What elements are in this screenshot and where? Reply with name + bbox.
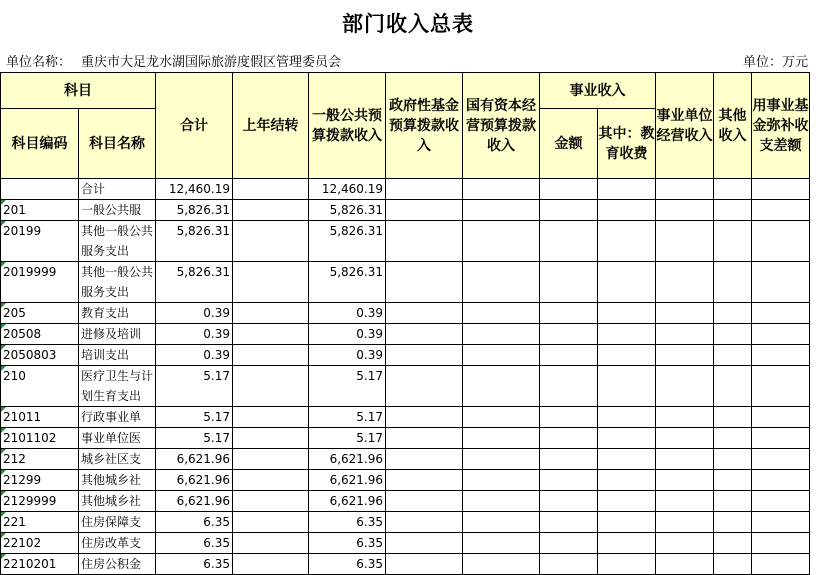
row-name: 城乡社区支 (79, 449, 156, 470)
row-name: 一般公共服 (79, 200, 156, 221)
row-general-budget: 5,826.31 (309, 262, 386, 303)
header-subject: 科目 (1, 73, 156, 109)
row-carryover (233, 200, 309, 221)
row-state-capital (463, 470, 540, 491)
row-carryover (233, 262, 309, 303)
table-row (1, 366, 810, 407)
row-carryover (233, 491, 309, 512)
row-edu-fee (598, 221, 656, 262)
row-state-capital (463, 303, 540, 324)
row-career-fund-makeup (752, 428, 810, 449)
row-amount (540, 449, 598, 470)
row-code: 205 (1, 303, 79, 324)
row-code: 221 (1, 512, 79, 533)
row-state-capital (463, 428, 540, 449)
row-career-unit-ops (656, 179, 714, 200)
row-general-budget: 12,460.19 (309, 179, 386, 200)
row-general-budget: 6.35 (309, 533, 386, 554)
row-total: 5,826.31 (156, 221, 233, 262)
row-name: 其他一般公共服务支出 (79, 221, 156, 262)
header-general-budget: 一般公共预算拨款收入 (309, 73, 386, 179)
table-row (1, 407, 810, 428)
row-state-capital (463, 449, 540, 470)
row-gov-fund (386, 470, 463, 491)
row-carryover (233, 512, 309, 533)
row-total: 6,621.96 (156, 470, 233, 491)
row-total: 12,460.19 (156, 179, 233, 200)
row-code: 2050803 (1, 345, 79, 366)
row-carryover (233, 470, 309, 491)
row-total: 0.39 (156, 303, 233, 324)
row-edu-fee (598, 345, 656, 366)
row-career-unit-ops (656, 366, 714, 407)
row-edu-fee (598, 324, 656, 345)
table-row (1, 554, 810, 575)
row-amount (540, 262, 598, 303)
row-edu-fee (598, 470, 656, 491)
row-general-budget: 5.17 (309, 428, 386, 449)
row-career-fund-makeup (752, 470, 810, 491)
header-career-income: 事业收入 (540, 73, 656, 109)
row-other-income (714, 428, 752, 449)
row-career-unit-ops (656, 324, 714, 345)
row-name: 其他一般公共服务支出 (79, 262, 156, 303)
header-code: 科目编码 (1, 109, 79, 179)
row-amount (540, 512, 598, 533)
row-gov-fund (386, 512, 463, 533)
row-name: 事业单位医 (79, 428, 156, 449)
row-edu-fee (598, 366, 656, 407)
row-other-income (714, 324, 752, 345)
row-amount (540, 428, 598, 449)
header-state-capital: 国有资本经营预算拨款收入 (463, 73, 540, 179)
row-state-capital (463, 554, 540, 575)
row-edu-fee (598, 533, 656, 554)
row-total: 6.35 (156, 554, 233, 575)
row-career-unit-ops (656, 200, 714, 221)
row-name: 其他城乡社 (79, 470, 156, 491)
row-gov-fund (386, 200, 463, 221)
row-total: 5,826.31 (156, 200, 233, 221)
row-career-unit-ops (656, 262, 714, 303)
header-career-unit-ops: 事业单位经营收入 (656, 73, 714, 179)
header-other-income: 其他收入 (714, 73, 752, 179)
table-row (1, 324, 810, 345)
row-career-fund-makeup (752, 303, 810, 324)
row-state-capital (463, 366, 540, 407)
row-career-fund-makeup (752, 179, 810, 200)
row-amount (540, 533, 598, 554)
row-career-unit-ops (656, 345, 714, 366)
row-other-income (714, 366, 752, 407)
row-code: 20508 (1, 324, 79, 345)
table-row (1, 533, 810, 554)
row-total: 6,621.96 (156, 449, 233, 470)
row-total: 5,826.31 (156, 262, 233, 303)
row-state-capital (463, 491, 540, 512)
row-total: 0.39 (156, 324, 233, 345)
row-code: 2129999 (1, 491, 79, 512)
row-general-budget: 6,621.96 (309, 491, 386, 512)
row-carryover (233, 554, 309, 575)
row-gov-fund (386, 324, 463, 345)
row-amount (540, 491, 598, 512)
row-career-unit-ops (656, 428, 714, 449)
row-name: 住房保障支 (79, 512, 156, 533)
row-code: 22102 (1, 533, 79, 554)
row-edu-fee (598, 491, 656, 512)
header-gov-fund: 政府性基金预算拨款收入 (386, 73, 463, 179)
row-total: 5.17 (156, 428, 233, 449)
row-total: 6.35 (156, 533, 233, 554)
row-total: 5.17 (156, 407, 233, 428)
row-other-income (714, 200, 752, 221)
row-gov-fund (386, 262, 463, 303)
row-total: 6.35 (156, 512, 233, 533)
row-amount (540, 345, 598, 366)
row-edu-fee (598, 554, 656, 575)
row-career-fund-makeup (752, 533, 810, 554)
row-career-fund-makeup (752, 449, 810, 470)
row-amount (540, 303, 598, 324)
row-amount (540, 366, 598, 407)
unit-name-line (6, 51, 341, 70)
row-gov-fund (386, 366, 463, 407)
row-name: 进修及培训 (79, 324, 156, 345)
row-general-budget: 6.35 (309, 512, 386, 533)
row-amount (540, 200, 598, 221)
row-career-unit-ops (656, 512, 714, 533)
row-general-budget: 6,621.96 (309, 470, 386, 491)
header-of-which-edu: 其中：教育收费 (598, 109, 656, 179)
row-carryover (233, 324, 309, 345)
row-edu-fee (598, 512, 656, 533)
row-other-income (714, 491, 752, 512)
row-general-budget: 6,621.96 (309, 449, 386, 470)
row-career-unit-ops (656, 303, 714, 324)
row-state-capital (463, 533, 540, 554)
row-amount (540, 470, 598, 491)
row-gov-fund (386, 554, 463, 575)
table-body (1, 179, 810, 575)
row-career-fund-makeup (752, 366, 810, 407)
row-edu-fee (598, 428, 656, 449)
row-career-fund-makeup (752, 324, 810, 345)
header-amount: 金额 (540, 109, 598, 179)
row-gov-fund (386, 491, 463, 512)
unit-name-value: 重庆市大足龙水湖国际旅游度假区管理委员会 (81, 55, 342, 70)
row-gov-fund (386, 179, 463, 200)
row-state-capital (463, 512, 540, 533)
row-other-income (714, 533, 752, 554)
row-edu-fee (598, 303, 656, 324)
row-name: 培训支出 (79, 345, 156, 366)
row-code: 2101102 (1, 428, 79, 449)
row-amount (540, 407, 598, 428)
row-code (1, 179, 79, 200)
row-carryover (233, 221, 309, 262)
row-amount (540, 324, 598, 345)
row-state-capital (463, 407, 540, 428)
row-name: 其他城乡社 (79, 491, 156, 512)
row-other-income (714, 303, 752, 324)
row-carryover (233, 366, 309, 407)
row-name: 行政事业单 (79, 407, 156, 428)
row-other-income (714, 345, 752, 366)
row-other-income (714, 470, 752, 491)
row-career-unit-ops (656, 491, 714, 512)
row-career-unit-ops (656, 449, 714, 470)
row-general-budget: 5.17 (309, 407, 386, 428)
row-other-income (714, 262, 752, 303)
row-other-income (714, 221, 752, 262)
row-code: 212 (1, 449, 79, 470)
row-amount (540, 221, 598, 262)
row-name: 医疗卫生与计划生育支出 (79, 366, 156, 407)
row-state-capital (463, 324, 540, 345)
row-other-income (714, 407, 752, 428)
row-career-unit-ops (656, 533, 714, 554)
table-row (1, 345, 810, 366)
table-row (1, 303, 810, 324)
row-career-unit-ops (656, 554, 714, 575)
row-career-unit-ops (656, 221, 714, 262)
row-general-budget: 5.17 (309, 366, 386, 407)
row-career-unit-ops (656, 470, 714, 491)
page-title: 部门收入总表 (342, 12, 474, 36)
header-career-fund-makeup: 用事业基金弥补收支差额 (752, 73, 810, 179)
row-general-budget: 0.39 (309, 345, 386, 366)
row-edu-fee (598, 200, 656, 221)
row-gov-fund (386, 449, 463, 470)
row-edu-fee (598, 262, 656, 303)
header-total: 合计 (156, 73, 233, 179)
row-amount (540, 179, 598, 200)
row-carryover (233, 345, 309, 366)
row-career-fund-makeup (752, 512, 810, 533)
row-code: 21299 (1, 470, 79, 491)
row-general-budget: 5,826.31 (309, 221, 386, 262)
row-general-budget: 6.35 (309, 554, 386, 575)
row-gov-fund (386, 303, 463, 324)
row-carryover (233, 303, 309, 324)
row-total: 0.39 (156, 345, 233, 366)
row-edu-fee (598, 179, 656, 200)
row-gov-fund (386, 428, 463, 449)
row-state-capital (463, 221, 540, 262)
row-edu-fee (598, 449, 656, 470)
row-general-budget: 5,826.31 (309, 200, 386, 221)
row-other-income (714, 554, 752, 575)
table-row (1, 491, 810, 512)
table-row (1, 200, 810, 221)
row-name: 住房改革支 (79, 533, 156, 554)
row-general-budget: 0.39 (309, 303, 386, 324)
currency-unit: 单位：万元 (742, 55, 808, 70)
row-name: 住房公积金 (79, 554, 156, 575)
row-code: 210 (1, 366, 79, 407)
table-row (1, 512, 810, 533)
row-code: 201 (1, 200, 79, 221)
row-total: 5.17 (156, 366, 233, 407)
row-state-capital (463, 200, 540, 221)
row-gov-fund (386, 345, 463, 366)
row-carryover (233, 428, 309, 449)
row-state-capital (463, 262, 540, 303)
row-gov-fund (386, 407, 463, 428)
row-career-fund-makeup (752, 491, 810, 512)
row-career-fund-makeup (752, 200, 810, 221)
row-code: 20199 (1, 221, 79, 262)
income-table (0, 72, 810, 575)
row-state-capital (463, 345, 540, 366)
table-row (1, 262, 810, 303)
row-gov-fund (386, 533, 463, 554)
row-career-fund-makeup (752, 554, 810, 575)
row-career-fund-makeup (752, 221, 810, 262)
row-name: 合计 (79, 179, 156, 200)
row-edu-fee (598, 407, 656, 428)
header-carryover: 上年结转 (233, 73, 309, 179)
table-row (1, 221, 810, 262)
table-row (1, 428, 810, 449)
row-total: 6,621.96 (156, 491, 233, 512)
row-code: 2210201 (1, 554, 79, 575)
row-name: 教育支出 (79, 303, 156, 324)
header-name: 科目名称 (79, 109, 156, 179)
row-carryover (233, 533, 309, 554)
row-career-fund-makeup (752, 262, 810, 303)
unit-name-label: 单位名称： (6, 55, 72, 70)
row-amount (540, 554, 598, 575)
row-carryover (233, 179, 309, 200)
row-code: 2019999 (1, 262, 79, 303)
row-carryover (233, 407, 309, 428)
row-gov-fund (386, 221, 463, 262)
row-career-fund-makeup (752, 407, 810, 428)
table-row (1, 470, 810, 491)
row-carryover (233, 449, 309, 470)
row-career-fund-makeup (752, 345, 810, 366)
row-other-income (714, 512, 752, 533)
row-state-capital (463, 179, 540, 200)
row-other-income (714, 179, 752, 200)
table-row (1, 179, 810, 200)
row-general-budget: 0.39 (309, 324, 386, 345)
table-row (1, 449, 810, 470)
row-code: 21011 (1, 407, 79, 428)
row-career-unit-ops (656, 407, 714, 428)
row-other-income (714, 449, 752, 470)
